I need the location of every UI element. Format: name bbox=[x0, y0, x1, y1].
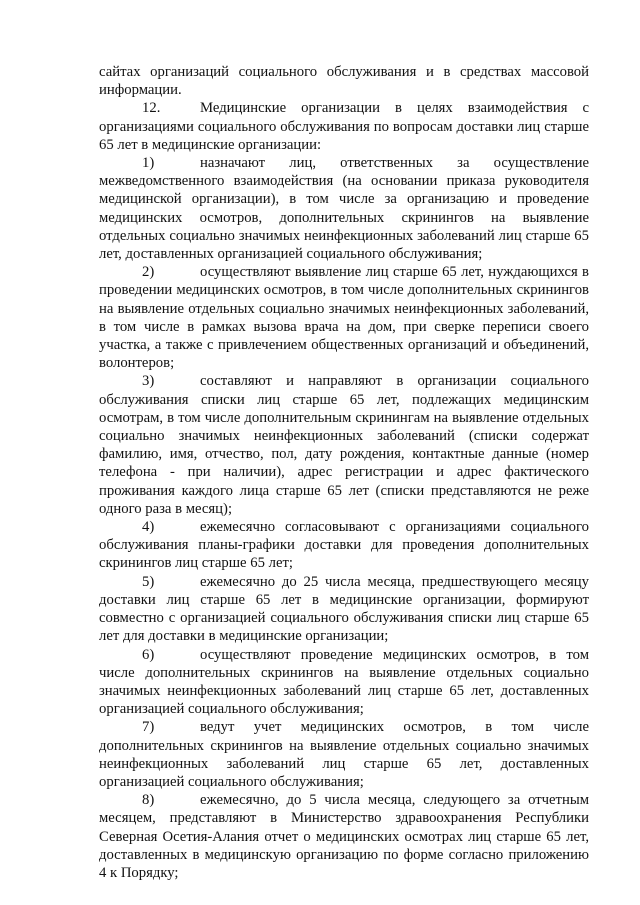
list-item bbox=[99, 646, 589, 719]
list-item-text: осуществляют выявление лиц старше 65 лет, нуждающихся в проведении медицинских осмотров, в том числе дополнительных скринингов на выявление отдельных социально значимых неинфекционных заболеваний, в том числе в рамках вызова врача на дом, при сверке переписи своего участка, а также с привлечением общественных организаций и объединений, волонтеров; bbox=[99, 264, 589, 372]
list-item-text: составляют и направляют в организации социального обслуживания списки лиц старше 65 лет, подлежащих медицинским осмотрам, в том числе дополнительным скринингам на выявление отдельных социально значимых неинфекционных заболеваний (списки содержат фамилию, имя, отчество, пол, дату рождения, контактные данные (номер телефона - при наличии), адрес регистрации и адрес фактического проживания каждого лица старше 65 лет (списки представляются не реже одного раза в месяц); bbox=[99, 373, 589, 517]
list-item-number: 4) bbox=[142, 519, 155, 536]
document-page bbox=[99, 63, 589, 882]
clause-number: 12. bbox=[142, 100, 161, 117]
list-item-text: ежемесячно согласовывают с организациями социального обслуживания планы-графики доставки для проведения дополнительных скринингов лиц старше 65 лет; bbox=[99, 519, 589, 572]
list-item-number: 8) bbox=[142, 792, 155, 809]
list-item-number: 7) bbox=[142, 719, 155, 736]
list-item bbox=[99, 372, 589, 518]
list-item-text: осуществляют проведение медицинских осмотров, в том числе дополнительных скринингов на выявление отдельных социально значимых неинфекционных заболеваний лиц старше 65 лет, доставленных организацией социального обслуживания; bbox=[99, 646, 589, 718]
list-item-number: 2) bbox=[142, 264, 155, 281]
list-item-number: 5) bbox=[142, 573, 155, 590]
list-item bbox=[99, 263, 589, 372]
continuation-paragraph: сайтах организаций социального обслуживания и в средствах массовой информации. bbox=[99, 64, 589, 99]
list-item bbox=[99, 518, 589, 573]
list-item bbox=[99, 718, 589, 791]
list-item-text: ежемесячно, до 5 числа месяца, следующего за отчетным месяцем, представляют в Министерство здравоохранения Республики Северная Осетия-Алания отчет о медицинских осмотрах лиц старше 65 лет, доставленных в медицинскую организацию по форме согласно приложению 4 к Порядку; bbox=[99, 792, 589, 881]
list-item-text: ежемесячно до 25 числа месяца, предшествующего месяцу доставки лиц старше 65 лет в медицинские организации, формируют совместно с организацией социального обслуживания списки лиц старше 65 лет для доставки в медицинские организации; bbox=[99, 573, 589, 645]
list-item bbox=[99, 573, 589, 646]
list-item bbox=[99, 791, 589, 882]
list-item-text: назначают лиц, ответственных за осуществление межведомственного взаимодействия (на основании приказа руководителя медицинской организации), в том числе за организацию и проведение медицинских осмотров, дополнительных скринингов на выявление отдельных социально значимых неинфекционных заболеваний лиц старше 65 лет, доставленных организацией социального обслуживания; bbox=[99, 155, 589, 263]
list-item-number: 6) bbox=[142, 646, 155, 663]
list-item-text: ведут учет медицинских осмотров, в том числе дополнительных скринингов на выявление отдельных социально значимых неинфекционных заболеваний лиц старше 65 лет, доставленных организацией социального обслуживания; bbox=[99, 719, 589, 790]
clause-text: Медицинские организации в целях взаимодействия с организациями социального обслуживания по вопросам доставки лиц старше 65 лет в медицинские организации: bbox=[99, 100, 589, 153]
list-item-number: 3) bbox=[142, 373, 155, 390]
list-item bbox=[99, 154, 589, 263]
clause-12-paragraph bbox=[99, 99, 589, 154]
list-item-number: 1) bbox=[142, 155, 155, 172]
